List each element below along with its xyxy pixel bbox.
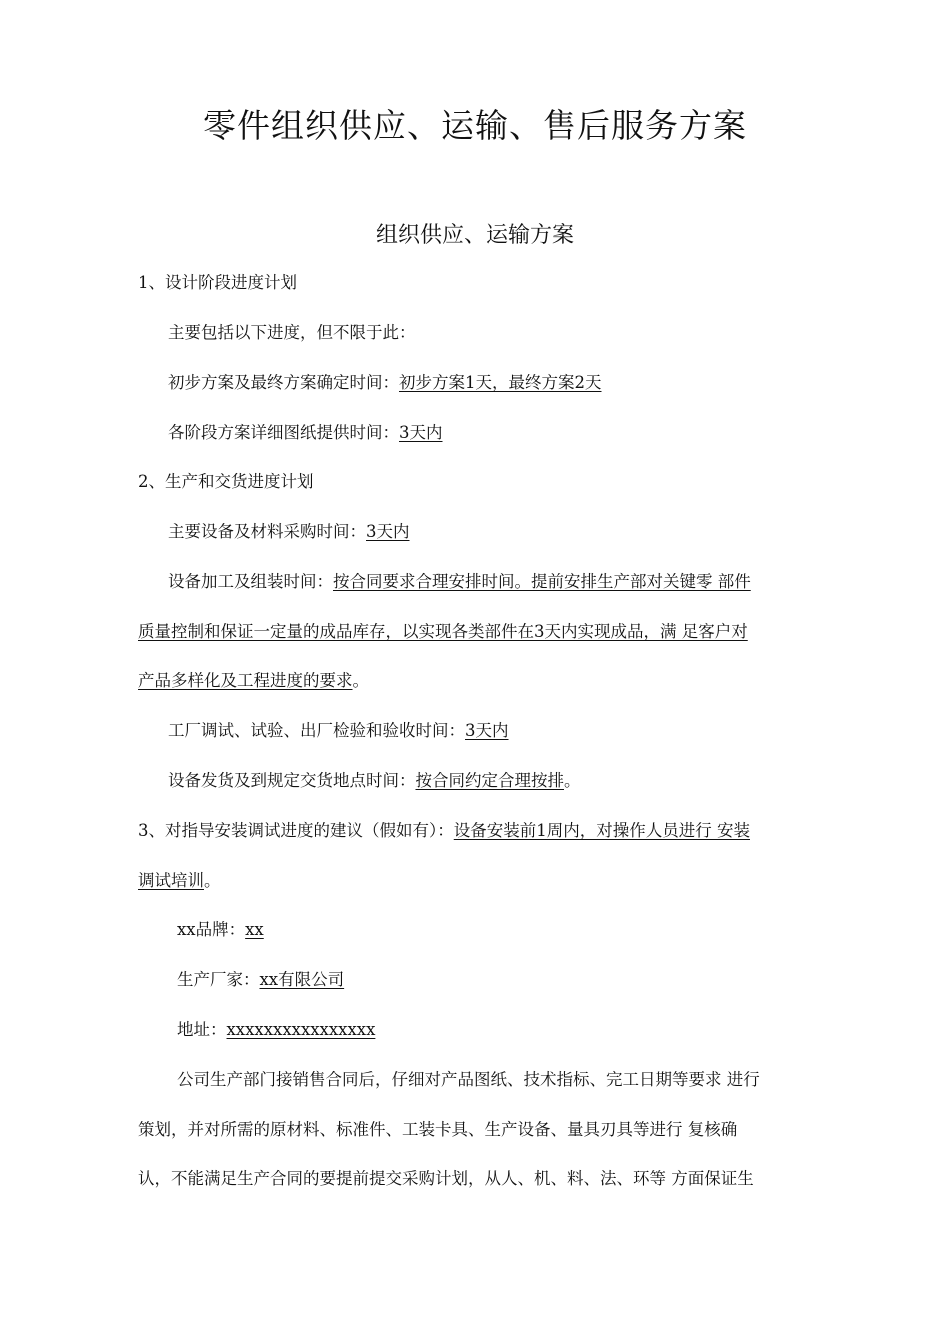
paragraph-line-3: 认，不能满足生产合同的要提前提交采购计划，从人、机、料、法、环等 方面保证生 [138,1169,754,1188]
maker-line [177,967,344,993]
paragraph-line-2: 策划，并对所需的原材料、标准件、工装卡具、生产设备、量具刃具等进行 复核确 [138,1120,738,1139]
section-3-line-cont [138,868,221,894]
line-value: 按合同约定合理按排 [415,771,564,790]
line-value: 调试培训 [138,871,204,890]
section-3-heading-line [138,818,750,844]
document-title: 零件组织供应、运输、售后服务方案 [203,106,747,145]
section-2-line-3 [168,718,509,744]
line-value: 设备安装前1周内，对操作人员进行 安装 [453,821,750,840]
section-2-line-2-cont [138,619,748,645]
line-label: 主要设备及材料采购时间： [168,522,366,541]
line-tail: 。 [352,671,369,690]
line-value: 3天内 [366,522,410,541]
section-1-heading: 1、设计阶段进度计划 [138,273,297,292]
address-value: xxxxxxxxxxxxxxxx [226,1020,376,1039]
line-tail: 。 [564,771,581,790]
line-label: 设备加工及组装时间： [168,572,333,591]
address-label: 地址： [177,1020,227,1039]
line-value: 按合同要求合理安排时间。提前安排生产部对关键零 部件 [333,572,751,591]
section-2-heading: 2、生产和交货进度计划 [138,472,314,491]
line-label: 各阶段方案详细图纸提供时间： [168,423,399,442]
line-value: 质量控制和保证一定量的成品库存，以实现各类部件在3天内实现成品，满 足客户对 [138,622,748,641]
line-value: 3天内 [399,423,443,442]
line-label: 设备发货及到规定交货地点时间： [168,771,416,790]
section-1-line-2 [168,420,443,446]
brand-value: xx [245,920,264,939]
section-1-intro: 主要包括以下进度，但不限于此： [168,323,416,342]
paragraph-line-1: 公司生产部门接销售合同后，仔细对产品图纸、技术指标、完工日期等要求 进行 [177,1070,760,1089]
line-label: 初步方案及最终方案确定时间： [168,373,399,392]
address-line [177,1017,375,1043]
brand-label: xx品牌： [177,920,246,939]
section-subtitle: 组织供应、运输方案 [375,223,574,248]
line-value: 产品多样化及工程进度的要求 [138,671,353,690]
maker-value: xx有限公司 [259,970,345,989]
section-2-line-2 [168,569,751,595]
line-value: 3天内 [465,721,509,740]
line-label: 工厂调试、试验、出厂检验和验收时间： [168,721,465,740]
section-2-line-2-end [138,668,369,694]
section-2-line-4 [168,768,581,794]
section-1-line-1 [168,370,602,396]
line-tail: 。 [204,871,221,890]
section-2-line-1 [168,519,410,545]
maker-label: 生产厂家： [177,970,260,989]
line-value: 初步方案1天，最终方案2天 [399,373,602,392]
brand-line [177,917,264,943]
section-3-heading: 3、对指导安装调试进度的建议（假如有）： [138,821,454,840]
